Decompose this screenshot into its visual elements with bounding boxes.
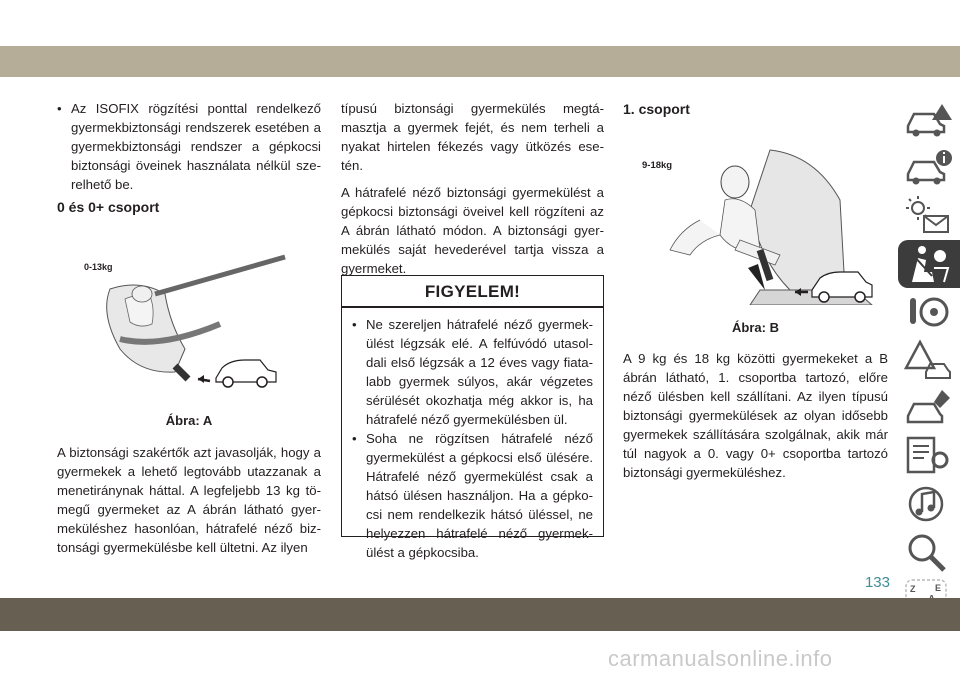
wrench-car-icon (904, 386, 954, 430)
figure-b (640, 140, 876, 305)
left-column (57, 99, 321, 194)
tab-index-search[interactable] (898, 528, 960, 576)
warning-box (341, 275, 604, 560)
middle-paragraph-1: típusú biztonsági gyermekülés megtá-masztja a gyermek fejét, és nem terheli a nyakat hirtelen fékezés vagy ütközés ese-tén. (341, 101, 604, 173)
top-header-bar (0, 46, 960, 77)
watermark: carmanualsonline.info (608, 646, 833, 671)
tab-emergency[interactable] (898, 336, 960, 384)
figure-a-caption: Ábra: A (165, 413, 213, 428)
figure-b-weight-label: 9-18kg (642, 160, 673, 171)
warning-item (352, 315, 593, 429)
tab-specifications[interactable] (898, 432, 960, 480)
left-paragraph: A biztonsági szakértők azt javasolják, hogy a gyermekek a lehető legtovább utazzanak a menetiránynak háttal. A legfeljebb 13 kg tö-megű gyermeket az A ábrán látható gyer-meküléshez hasonlóan, hátrafelé néző biz-tonsági gyermekülésbe kell ültetni. Az ilyen (57, 445, 321, 555)
airbag-seat-icon (904, 242, 954, 286)
steering-wheel-key-icon (904, 290, 954, 334)
right-paragraph: A 9 kg és 18 kg közötti gyermekeket a B ábrán látható, 1. csoportba tartozó, előre néző ülésben kell szállítani. Az ilyen típusú biztonsági gyermekülések az olyan idősebb gyermekek szállítására szolgálnak, akik már túl nagyok a 0. vagy 0+ csoportba tartozó biztonsági gyermeküléshez. (623, 351, 888, 480)
warning-title: FIGYELEM! (424, 282, 521, 301)
warning-item (352, 429, 593, 562)
tab-servicing[interactable] (898, 384, 960, 432)
tab-safety[interactable] (898, 240, 960, 288)
warning-divider (342, 306, 603, 308)
figure-b-caption: Ábra: B (732, 320, 779, 335)
tab-starting-driving[interactable] (898, 288, 960, 336)
index-letter: E (935, 583, 942, 593)
isofix-bullet-text: Az ISOFIX rögzítési ponttal rendelkező gyermekbiztonsági rendszerek esetében a gyermekbiztonsági rendszer a gépkocsi biztonsági öveinek használata nélkül sze-relhető be. (71, 101, 321, 192)
index-letter: Z (910, 584, 916, 594)
right-paragraph-block (623, 349, 888, 490)
multimedia-music-icon (904, 482, 954, 526)
tab-multimedia[interactable] (898, 480, 960, 528)
isofix-bullet (57, 99, 321, 194)
dashboard-lights-message-icon (904, 194, 954, 238)
left-paragraph-block (57, 443, 321, 565)
warning-item-text: Ne szereljen hátrafelé néző gyermek-ülést légzsák elé. A felfúvódó utasol-dali első légzsák a 12 éves vagy fiata-labb gyermek súlyos, akár végzetes sérülését okozhatja még akkor is, ha hátrafelé néző gyermekülésben ül. (366, 316, 593, 427)
tab-dashboard[interactable] (898, 192, 960, 240)
heading-group-0: 0 és 0+ csoport (57, 199, 160, 215)
car-crash-icon (904, 98, 954, 142)
middle-column (341, 99, 604, 286)
heading-group-1: 1. csoport (623, 101, 690, 117)
rear-facing-seat-illustration (80, 254, 330, 394)
specifications-gears-icon (904, 434, 954, 478)
page-number: 133 (864, 574, 890, 591)
forward-facing-seat-illustration (640, 140, 876, 305)
bullet-dot: • (352, 430, 357, 446)
figure-a-weight-label: 0-13kg (84, 262, 113, 272)
warning-triangle-car-icon (904, 338, 954, 382)
tab-car-info[interactable] (898, 144, 960, 192)
middle-paragraph-2: A hátrafelé néző biztonsági gyermekülést a gépkocsi biztonsági öveivel kell rögzíteni az A ábrán látható módon. A biztonsági gyer-mekülés saját hevederével tartja vissza a gyermeket. (341, 185, 604, 276)
car-info-icon (904, 146, 954, 190)
tab-accident-car[interactable] (898, 96, 960, 144)
figure-a (80, 254, 330, 394)
bullet-dot: • (352, 316, 357, 332)
warning-item-text: Soha ne rögzítsen hátrafelé néző gyermekülést a gépkocsi első ülésére. Hátrafelé néző gyermekülést csak a hátsó ülésen használjon. Ha a gépko-csi nem rendelkezik hátsó üléssel, ne helyezzen hátrafelé néző gyermek-ülést a gépkocsiba. (366, 430, 593, 560)
search-index-icon (904, 530, 954, 574)
bullet-dot: • (57, 101, 62, 116)
bottom-footer-bar (0, 598, 960, 631)
